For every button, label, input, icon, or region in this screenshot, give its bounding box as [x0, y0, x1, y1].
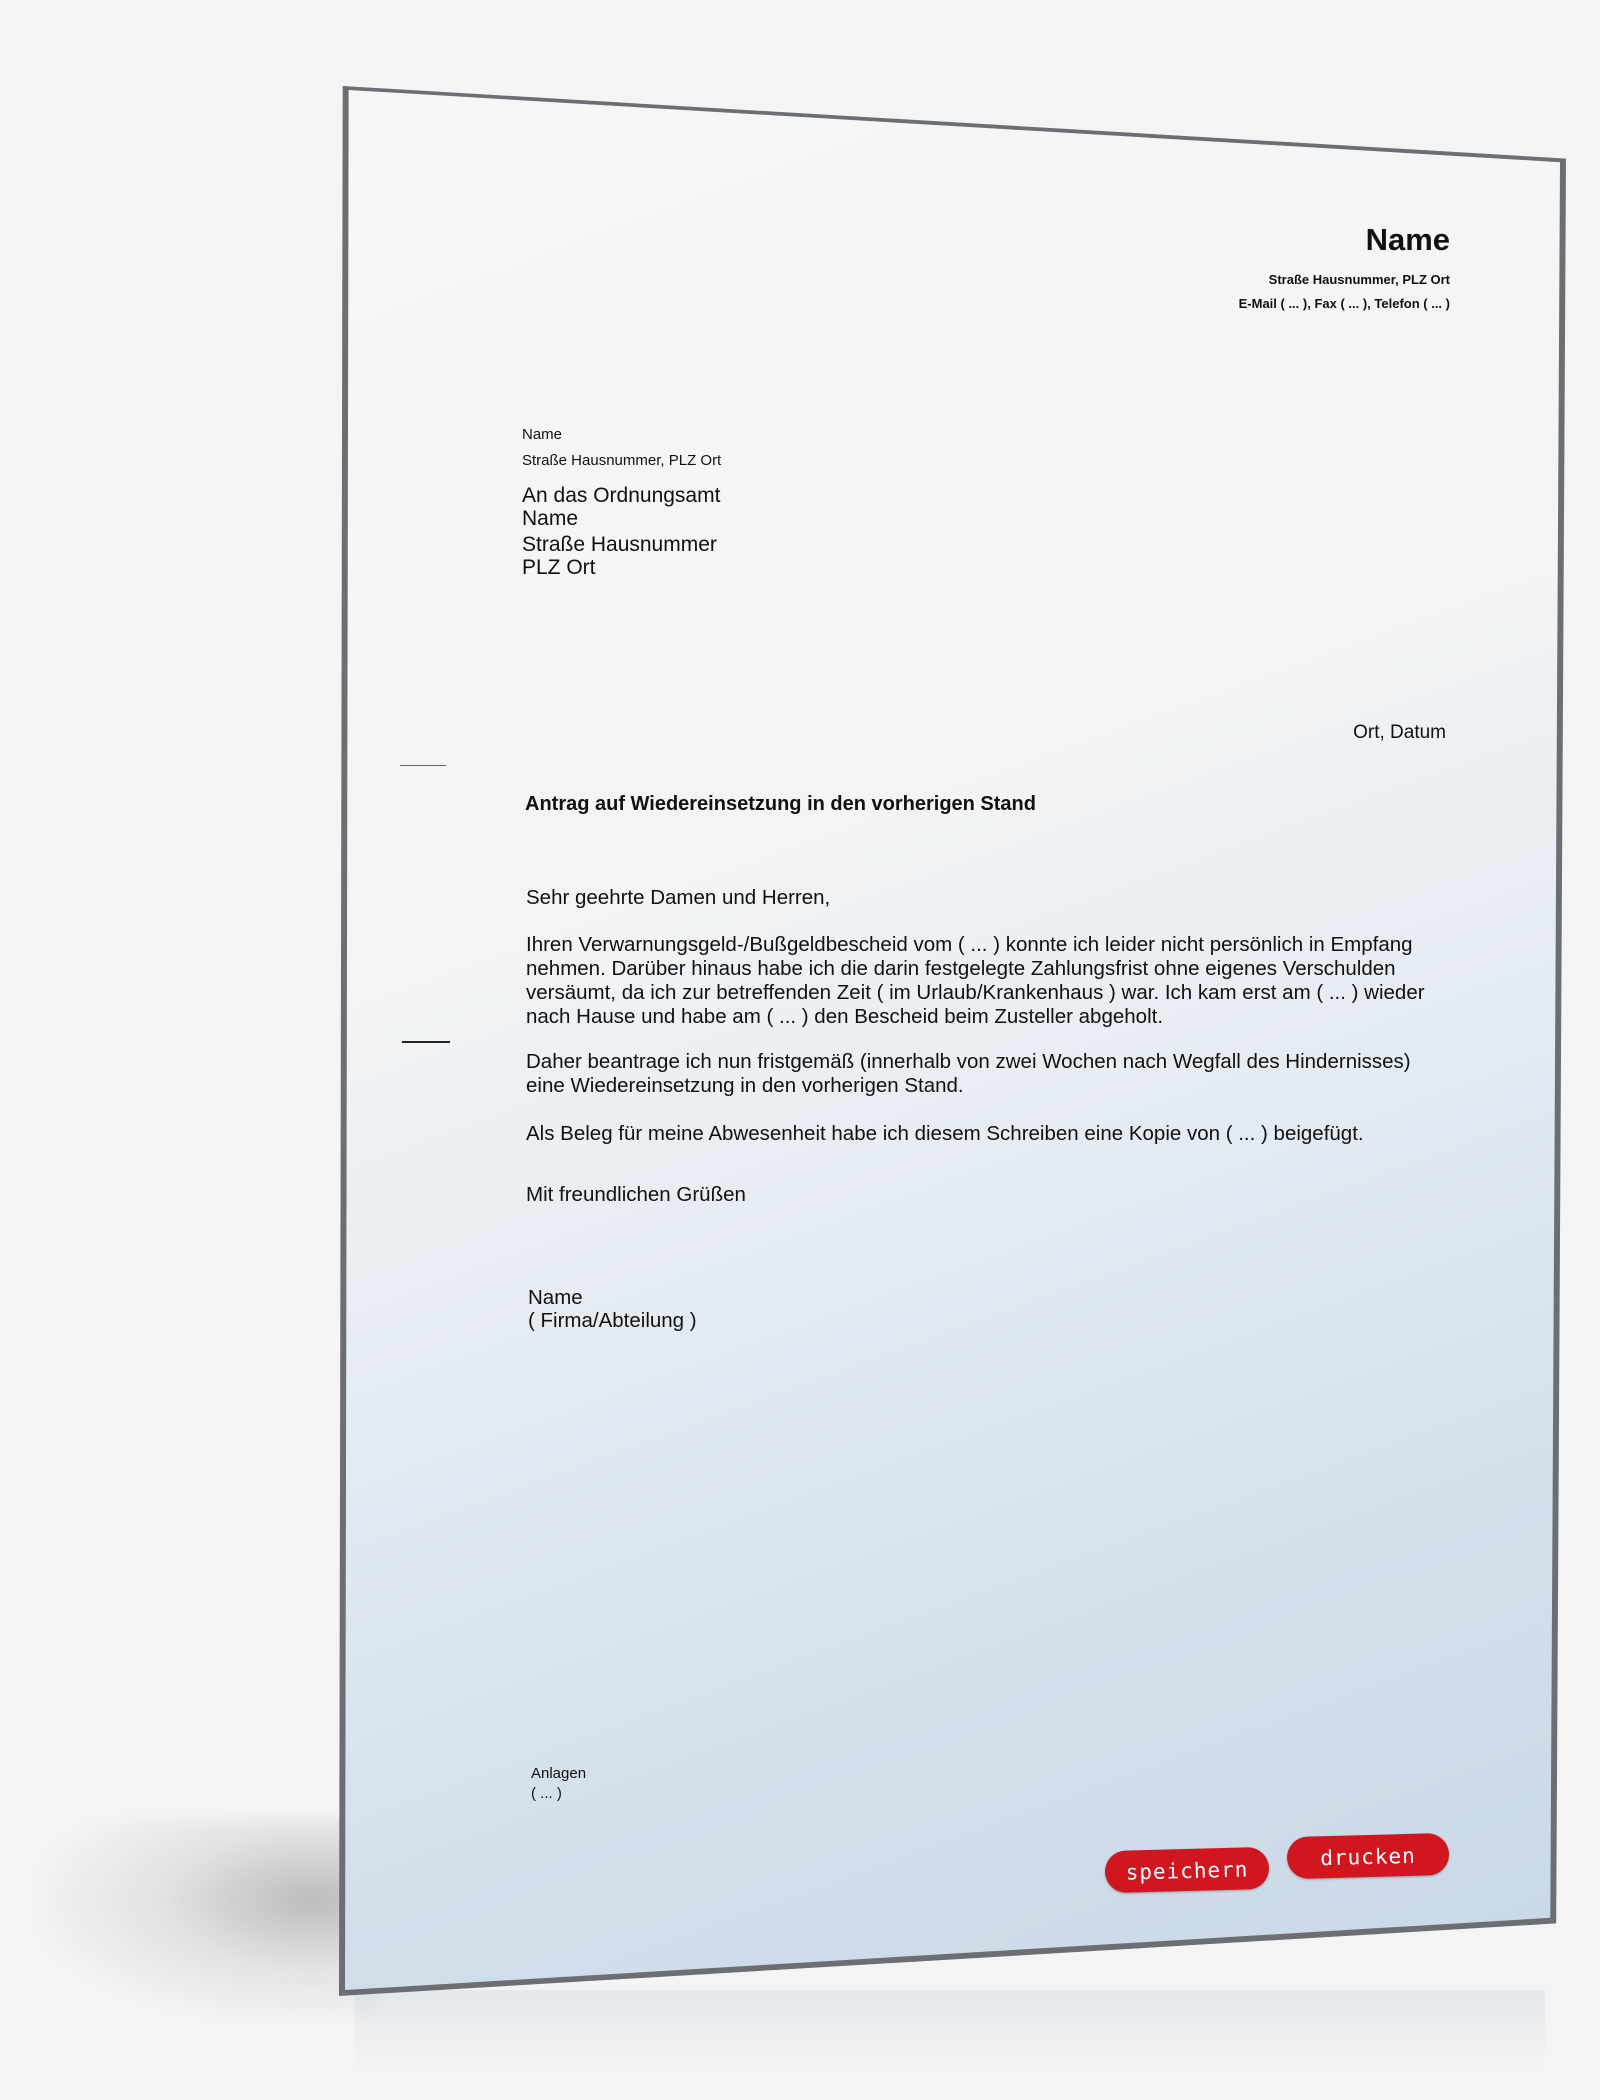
paragraph-2: Daher beantrage ich nun fristgemäß (innerhalb von zwei Wochen nach Wegfall des Hindernisses) eine Wiedereinsetzung in den vorherigen Stand.: [526, 1050, 1411, 1097]
subject-line: Antrag auf Wiedereinsetzung in den vorherigen Stand: [525, 793, 1036, 815]
signature-name: Name: [528, 1286, 583, 1309]
fold-mark-middle: [402, 1041, 450, 1043]
place-date: Ort, Datum: [1353, 722, 1446, 743]
fold-mark-top: [400, 765, 446, 766]
save-button[interactable]: speichern: [1104, 1847, 1269, 1893]
return-address-name: Name: [522, 426, 563, 443]
closing: Mit freundlichen Grüßen: [526, 1183, 746, 1206]
recipient-line-4: PLZ Ort: [522, 556, 596, 579]
attachments-label: Anlagen: [531, 1765, 587, 1782]
recipient-line-1: An das Ordnungsamt: [522, 484, 721, 507]
sender-address: Straße Hausnummer, PLZ Ort: [1268, 272, 1450, 287]
return-address-street: Straße Hausnummer, PLZ Ort: [522, 452, 722, 469]
sender-contact: E-Mail ( ... ), Fax ( ... ), Telefon ( ... ): [1238, 296, 1450, 311]
attachments-value: ( ... ): [531, 1785, 562, 1802]
sender-name: Name: [1365, 222, 1450, 257]
recipient-line-3: Straße Hausnummer: [522, 533, 717, 556]
paragraph-1: Ihren Verwarnungsgeld-/Bußgeldbescheid vom ( ... ) konnte ich leider nicht persönlich in Empfang nehmen. Darüber hinaus habe ich die darin festgelegte Zahlungsfrist ohne eigenes Verschulden versäumt, da ich zur betreffenden Zeit ( im Urlaub/Krankenhaus ) war. Ich kam erst am ( ... ) wieder nach Hause und habe am ( ... ) den Bescheid beim Zusteller abgeholt.: [526, 933, 1425, 1028]
recipient-line-2: Name: [522, 507, 579, 530]
signature-department: ( Firma/Abteilung ): [528, 1309, 697, 1332]
salutation: Sehr geehrte Damen und Herren,: [526, 886, 831, 909]
paragraph-3: Als Beleg für meine Abwesenheit habe ich diesem Schreiben eine Kopie von ( ... ) beigefügt.: [526, 1122, 1364, 1145]
print-button[interactable]: drucken: [1286, 1833, 1449, 1879]
